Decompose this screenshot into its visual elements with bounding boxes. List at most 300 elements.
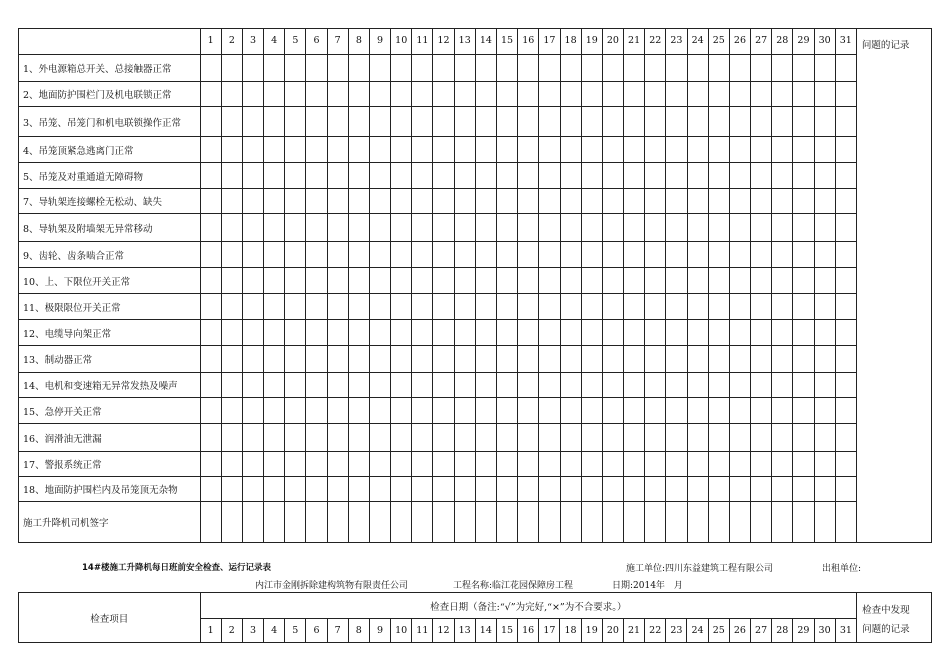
check-cell[interactable]	[835, 477, 856, 502]
check-cell[interactable]	[581, 107, 602, 137]
check-cell[interactable]	[200, 373, 221, 398]
check-cell[interactable]	[518, 137, 539, 163]
check-cell[interactable]	[751, 452, 772, 477]
check-cell[interactable]	[496, 107, 517, 137]
check-cell[interactable]	[518, 477, 539, 502]
check-cell[interactable]	[391, 268, 412, 294]
check-cell[interactable]	[348, 346, 369, 373]
check-cell[interactable]	[391, 373, 412, 398]
check-cell[interactable]	[412, 82, 433, 107]
check-cell[interactable]	[581, 137, 602, 163]
check-cell[interactable]	[412, 189, 433, 214]
check-cell[interactable]	[496, 398, 517, 424]
check-cell[interactable]	[814, 137, 835, 163]
check-cell[interactable]	[496, 294, 517, 320]
check-cell[interactable]	[200, 294, 221, 320]
check-cell[interactable]	[708, 163, 729, 189]
signature-cell[interactable]	[729, 502, 750, 543]
check-cell[interactable]	[412, 137, 433, 163]
check-cell[interactable]	[581, 346, 602, 373]
check-cell[interactable]	[285, 398, 306, 424]
check-cell[interactable]	[560, 55, 581, 82]
signature-cell[interactable]	[200, 502, 221, 543]
check-cell[interactable]	[518, 398, 539, 424]
check-cell[interactable]	[539, 55, 560, 82]
check-cell[interactable]	[200, 346, 221, 373]
check-cell[interactable]	[306, 107, 327, 137]
check-cell[interactable]	[221, 477, 242, 502]
check-cell[interactable]	[306, 55, 327, 82]
check-cell[interactable]	[433, 137, 454, 163]
check-cell[interactable]	[369, 346, 390, 373]
check-cell[interactable]	[793, 477, 814, 502]
check-cell[interactable]	[645, 398, 666, 424]
check-cell[interactable]	[454, 346, 475, 373]
check-cell[interactable]	[729, 214, 750, 242]
check-cell[interactable]	[624, 346, 645, 373]
check-cell[interactable]	[327, 398, 348, 424]
check-cell[interactable]	[581, 294, 602, 320]
check-cell[interactable]	[475, 82, 496, 107]
check-cell[interactable]	[475, 320, 496, 346]
check-cell[interactable]	[835, 82, 856, 107]
check-cell[interactable]	[348, 107, 369, 137]
check-cell[interactable]	[814, 268, 835, 294]
signature-cell[interactable]	[221, 502, 242, 543]
check-cell[interactable]	[751, 294, 772, 320]
check-cell[interactable]	[602, 242, 623, 268]
check-cell[interactable]	[369, 137, 390, 163]
check-cell[interactable]	[496, 214, 517, 242]
check-cell[interactable]	[327, 477, 348, 502]
check-cell[interactable]	[814, 398, 835, 424]
check-cell[interactable]	[708, 107, 729, 137]
check-cell[interactable]	[348, 137, 369, 163]
check-cell[interactable]	[391, 82, 412, 107]
check-cell[interactable]	[772, 82, 793, 107]
check-cell[interactable]	[454, 214, 475, 242]
check-cell[interactable]	[687, 398, 708, 424]
check-cell[interactable]	[348, 320, 369, 346]
check-cell[interactable]	[242, 137, 263, 163]
check-cell[interactable]	[221, 163, 242, 189]
check-cell[interactable]	[518, 452, 539, 477]
check-cell[interactable]	[581, 320, 602, 346]
check-cell[interactable]	[221, 268, 242, 294]
check-cell[interactable]	[687, 373, 708, 398]
check-cell[interactable]	[666, 294, 687, 320]
check-cell[interactable]	[327, 424, 348, 452]
signature-cell[interactable]	[369, 502, 390, 543]
check-cell[interactable]	[751, 163, 772, 189]
check-cell[interactable]	[391, 424, 412, 452]
check-cell[interactable]	[666, 189, 687, 214]
check-cell[interactable]	[835, 398, 856, 424]
check-cell[interactable]	[602, 346, 623, 373]
check-cell[interactable]	[835, 320, 856, 346]
check-cell[interactable]	[793, 214, 814, 242]
check-cell[interactable]	[666, 398, 687, 424]
check-cell[interactable]	[835, 214, 856, 242]
check-cell[interactable]	[306, 137, 327, 163]
check-cell[interactable]	[242, 55, 263, 82]
check-cell[interactable]	[729, 163, 750, 189]
check-cell[interactable]	[433, 294, 454, 320]
check-cell[interactable]	[200, 189, 221, 214]
check-cell[interactable]	[602, 189, 623, 214]
check-cell[interactable]	[285, 477, 306, 502]
check-cell[interactable]	[327, 242, 348, 268]
check-cell[interactable]	[602, 107, 623, 137]
check-cell[interactable]	[306, 452, 327, 477]
check-cell[interactable]	[475, 477, 496, 502]
check-cell[interactable]	[645, 189, 666, 214]
check-cell[interactable]	[391, 242, 412, 268]
check-cell[interactable]	[729, 55, 750, 82]
check-cell[interactable]	[221, 55, 242, 82]
check-cell[interactable]	[729, 477, 750, 502]
check-cell[interactable]	[793, 398, 814, 424]
check-cell[interactable]	[264, 294, 285, 320]
check-cell[interactable]	[751, 320, 772, 346]
check-cell[interactable]	[560, 163, 581, 189]
signature-cell[interactable]	[539, 502, 560, 543]
check-cell[interactable]	[687, 268, 708, 294]
check-cell[interactable]	[454, 163, 475, 189]
check-cell[interactable]	[645, 294, 666, 320]
check-cell[interactable]	[814, 55, 835, 82]
check-cell[interactable]	[814, 452, 835, 477]
check-cell[interactable]	[518, 189, 539, 214]
check-cell[interactable]	[581, 373, 602, 398]
check-cell[interactable]	[708, 82, 729, 107]
check-cell[interactable]	[518, 424, 539, 452]
check-cell[interactable]	[433, 424, 454, 452]
check-cell[interactable]	[772, 107, 793, 137]
check-cell[interactable]	[369, 242, 390, 268]
check-cell[interactable]	[645, 242, 666, 268]
check-cell[interactable]	[242, 242, 263, 268]
check-cell[interactable]	[369, 320, 390, 346]
check-cell[interactable]	[433, 214, 454, 242]
check-cell[interactable]	[793, 55, 814, 82]
check-cell[interactable]	[348, 163, 369, 189]
check-cell[interactable]	[708, 137, 729, 163]
check-cell[interactable]	[454, 294, 475, 320]
check-cell[interactable]	[412, 346, 433, 373]
check-cell[interactable]	[729, 189, 750, 214]
check-cell[interactable]	[221, 214, 242, 242]
signature-cell[interactable]	[518, 502, 539, 543]
check-cell[interactable]	[581, 55, 602, 82]
check-cell[interactable]	[539, 268, 560, 294]
check-cell[interactable]	[433, 320, 454, 346]
check-cell[interactable]	[687, 424, 708, 452]
check-cell[interactable]	[687, 452, 708, 477]
check-cell[interactable]	[242, 452, 263, 477]
signature-cell[interactable]	[560, 502, 581, 543]
check-cell[interactable]	[729, 294, 750, 320]
signature-cell[interactable]	[242, 502, 263, 543]
check-cell[interactable]	[433, 346, 454, 373]
check-cell[interactable]	[835, 189, 856, 214]
check-cell[interactable]	[793, 137, 814, 163]
check-cell[interactable]	[687, 82, 708, 107]
check-cell[interactable]	[602, 163, 623, 189]
check-cell[interactable]	[560, 82, 581, 107]
check-cell[interactable]	[539, 163, 560, 189]
check-cell[interactable]	[391, 214, 412, 242]
check-cell[interactable]	[285, 294, 306, 320]
check-cell[interactable]	[369, 452, 390, 477]
check-cell[interactable]	[624, 268, 645, 294]
check-cell[interactable]	[729, 424, 750, 452]
check-cell[interactable]	[369, 294, 390, 320]
check-cell[interactable]	[751, 268, 772, 294]
check-cell[interactable]	[560, 107, 581, 137]
check-cell[interactable]	[391, 452, 412, 477]
check-cell[interactable]	[306, 398, 327, 424]
check-cell[interactable]	[624, 424, 645, 452]
check-cell[interactable]	[348, 477, 369, 502]
check-cell[interactable]	[454, 242, 475, 268]
check-cell[interactable]	[835, 452, 856, 477]
check-cell[interactable]	[348, 242, 369, 268]
check-cell[interactable]	[200, 242, 221, 268]
check-cell[interactable]	[327, 373, 348, 398]
check-cell[interactable]	[264, 163, 285, 189]
check-cell[interactable]	[391, 320, 412, 346]
check-cell[interactable]	[242, 398, 263, 424]
check-cell[interactable]	[729, 452, 750, 477]
check-cell[interactable]	[624, 373, 645, 398]
check-cell[interactable]	[814, 294, 835, 320]
check-cell[interactable]	[454, 189, 475, 214]
check-cell[interactable]	[285, 424, 306, 452]
check-cell[interactable]	[200, 82, 221, 107]
check-cell[interactable]	[242, 82, 263, 107]
check-cell[interactable]	[835, 163, 856, 189]
check-cell[interactable]	[221, 452, 242, 477]
check-cell[interactable]	[433, 398, 454, 424]
check-cell[interactable]	[751, 373, 772, 398]
check-cell[interactable]	[475, 452, 496, 477]
check-cell[interactable]	[327, 82, 348, 107]
check-cell[interactable]	[751, 189, 772, 214]
check-cell[interactable]	[835, 294, 856, 320]
check-cell[interactable]	[793, 452, 814, 477]
check-cell[interactable]	[264, 214, 285, 242]
check-cell[interactable]	[772, 242, 793, 268]
check-cell[interactable]	[772, 346, 793, 373]
check-cell[interactable]	[560, 320, 581, 346]
check-cell[interactable]	[666, 107, 687, 137]
check-cell[interactable]	[666, 137, 687, 163]
check-cell[interactable]	[306, 477, 327, 502]
check-cell[interactable]	[285, 55, 306, 82]
check-cell[interactable]	[729, 398, 750, 424]
check-cell[interactable]	[539, 373, 560, 398]
check-cell[interactable]	[285, 82, 306, 107]
check-cell[interactable]	[666, 214, 687, 242]
check-cell[interactable]	[369, 55, 390, 82]
check-cell[interactable]	[348, 424, 369, 452]
check-cell[interactable]	[814, 163, 835, 189]
check-cell[interactable]	[412, 320, 433, 346]
check-cell[interactable]	[539, 346, 560, 373]
check-cell[interactable]	[433, 242, 454, 268]
check-cell[interactable]	[624, 137, 645, 163]
check-cell[interactable]	[327, 189, 348, 214]
check-cell[interactable]	[645, 452, 666, 477]
check-cell[interactable]	[369, 214, 390, 242]
check-cell[interactable]	[708, 346, 729, 373]
check-cell[interactable]	[433, 82, 454, 107]
check-cell[interactable]	[391, 107, 412, 137]
check-cell[interactable]	[602, 294, 623, 320]
check-cell[interactable]	[624, 398, 645, 424]
check-cell[interactable]	[412, 214, 433, 242]
check-cell[interactable]	[348, 214, 369, 242]
check-cell[interactable]	[581, 163, 602, 189]
check-cell[interactable]	[348, 268, 369, 294]
check-cell[interactable]	[242, 107, 263, 137]
check-cell[interactable]	[454, 320, 475, 346]
check-cell[interactable]	[772, 294, 793, 320]
check-cell[interactable]	[412, 268, 433, 294]
check-cell[interactable]	[751, 214, 772, 242]
check-cell[interactable]	[772, 398, 793, 424]
check-cell[interactable]	[496, 373, 517, 398]
check-cell[interactable]	[369, 82, 390, 107]
check-cell[interactable]	[814, 214, 835, 242]
check-cell[interactable]	[793, 294, 814, 320]
check-cell[interactable]	[793, 107, 814, 137]
check-cell[interactable]	[624, 55, 645, 82]
check-cell[interactable]	[645, 477, 666, 502]
check-cell[interactable]	[496, 242, 517, 268]
check-cell[interactable]	[602, 137, 623, 163]
check-cell[interactable]	[369, 477, 390, 502]
check-cell[interactable]	[751, 242, 772, 268]
check-cell[interactable]	[666, 477, 687, 502]
check-cell[interactable]	[454, 398, 475, 424]
check-cell[interactable]	[412, 294, 433, 320]
check-cell[interactable]	[306, 268, 327, 294]
check-cell[interactable]	[835, 373, 856, 398]
check-cell[interactable]	[496, 163, 517, 189]
check-cell[interactable]	[539, 242, 560, 268]
check-cell[interactable]	[264, 107, 285, 137]
check-cell[interactable]	[624, 214, 645, 242]
check-cell[interactable]	[602, 452, 623, 477]
check-cell[interactable]	[327, 320, 348, 346]
check-cell[interactable]	[539, 294, 560, 320]
check-cell[interactable]	[602, 320, 623, 346]
check-cell[interactable]	[412, 424, 433, 452]
check-cell[interactable]	[242, 424, 263, 452]
check-cell[interactable]	[645, 163, 666, 189]
signature-cell[interactable]	[348, 502, 369, 543]
check-cell[interactable]	[835, 242, 856, 268]
check-cell[interactable]	[814, 320, 835, 346]
check-cell[interactable]	[496, 137, 517, 163]
check-cell[interactable]	[518, 214, 539, 242]
check-cell[interactable]	[285, 242, 306, 268]
signature-cell[interactable]	[793, 502, 814, 543]
check-cell[interactable]	[433, 189, 454, 214]
check-cell[interactable]	[560, 346, 581, 373]
check-cell[interactable]	[708, 214, 729, 242]
check-cell[interactable]	[772, 452, 793, 477]
check-cell[interactable]	[751, 477, 772, 502]
check-cell[interactable]	[518, 373, 539, 398]
check-cell[interactable]	[645, 424, 666, 452]
check-cell[interactable]	[687, 163, 708, 189]
check-cell[interactable]	[708, 398, 729, 424]
check-cell[interactable]	[327, 55, 348, 82]
check-cell[interactable]	[518, 320, 539, 346]
check-cell[interactable]	[264, 82, 285, 107]
check-cell[interactable]	[221, 137, 242, 163]
check-cell[interactable]	[369, 189, 390, 214]
check-cell[interactable]	[391, 55, 412, 82]
check-cell[interactable]	[624, 189, 645, 214]
check-cell[interactable]	[751, 137, 772, 163]
check-cell[interactable]	[518, 294, 539, 320]
check-cell[interactable]	[772, 477, 793, 502]
check-cell[interactable]	[369, 163, 390, 189]
check-cell[interactable]	[264, 398, 285, 424]
check-cell[interactable]	[645, 55, 666, 82]
check-cell[interactable]	[200, 452, 221, 477]
check-cell[interactable]	[751, 346, 772, 373]
check-cell[interactable]	[369, 107, 390, 137]
check-cell[interactable]	[793, 82, 814, 107]
check-cell[interactable]	[221, 294, 242, 320]
check-cell[interactable]	[835, 137, 856, 163]
check-cell[interactable]	[687, 214, 708, 242]
check-cell[interactable]	[433, 452, 454, 477]
check-cell[interactable]	[602, 214, 623, 242]
check-cell[interactable]	[433, 107, 454, 137]
check-cell[interactable]	[729, 107, 750, 137]
check-cell[interactable]	[624, 242, 645, 268]
check-cell[interactable]	[708, 424, 729, 452]
check-cell[interactable]	[751, 398, 772, 424]
check-cell[interactable]	[708, 189, 729, 214]
check-cell[interactable]	[496, 424, 517, 452]
check-cell[interactable]	[454, 137, 475, 163]
check-cell[interactable]	[645, 373, 666, 398]
check-cell[interactable]	[666, 242, 687, 268]
check-cell[interactable]	[581, 398, 602, 424]
check-cell[interactable]	[708, 55, 729, 82]
check-cell[interactable]	[560, 424, 581, 452]
check-cell[interactable]	[285, 214, 306, 242]
check-cell[interactable]	[581, 424, 602, 452]
check-cell[interactable]	[645, 268, 666, 294]
check-cell[interactable]	[306, 294, 327, 320]
check-cell[interactable]	[412, 452, 433, 477]
check-cell[interactable]	[687, 294, 708, 320]
check-cell[interactable]	[285, 268, 306, 294]
check-cell[interactable]	[285, 452, 306, 477]
signature-cell[interactable]	[306, 502, 327, 543]
check-cell[interactable]	[666, 55, 687, 82]
check-cell[interactable]	[814, 373, 835, 398]
check-cell[interactable]	[327, 137, 348, 163]
